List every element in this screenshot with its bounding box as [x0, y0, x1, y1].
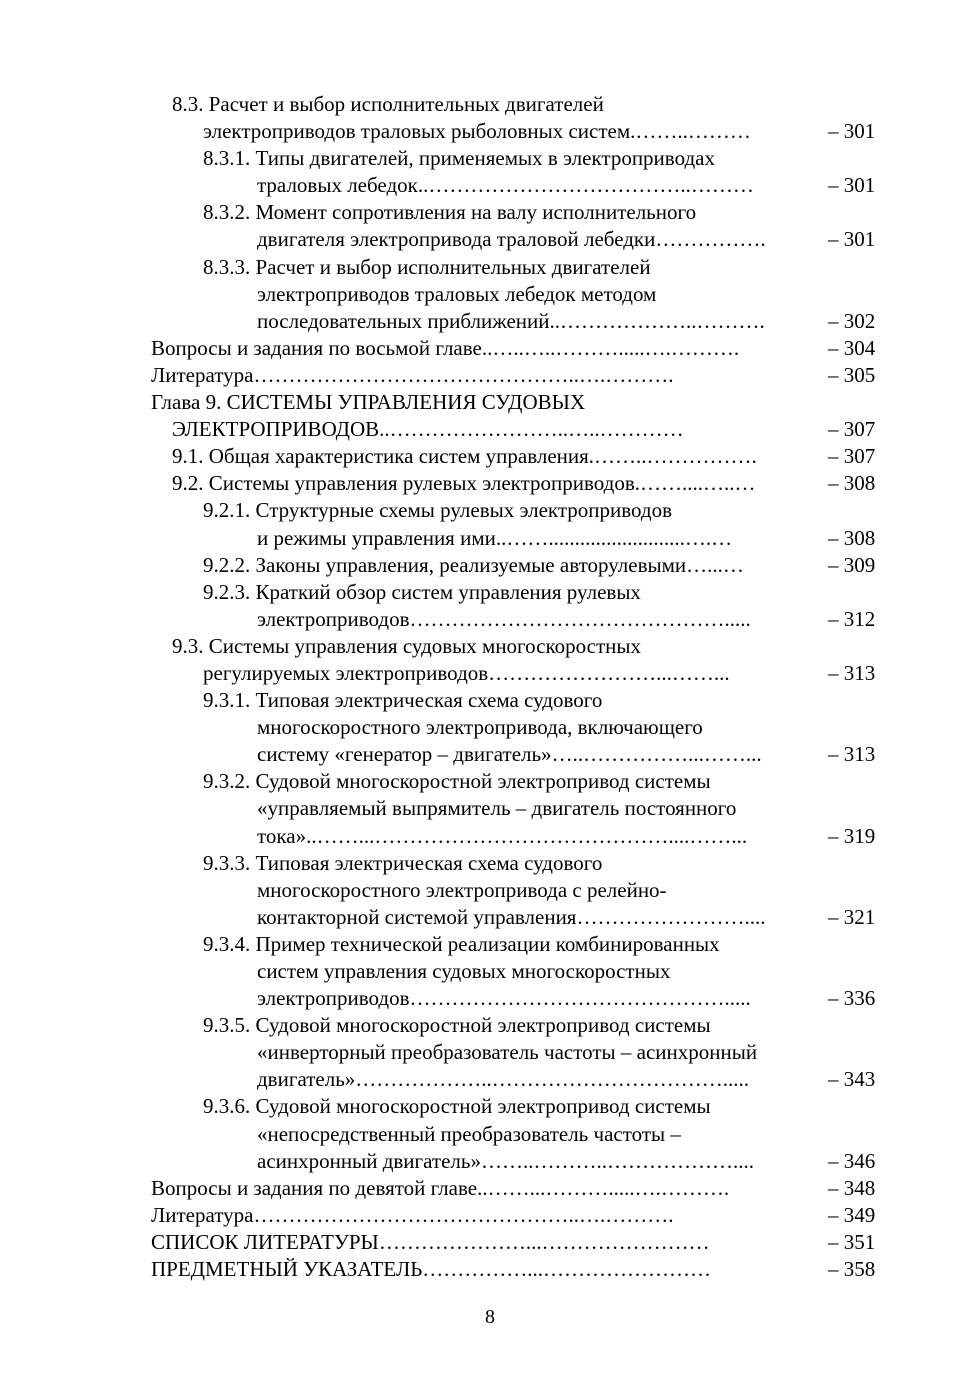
toc-entry-page: – 319	[828, 823, 876, 848]
toc-entry-page: – 349	[828, 1202, 876, 1227]
toc-entry-page: – 313	[828, 742, 876, 767]
toc-entry-title: и режимы управления ими..……..........................….…	[257, 525, 733, 550]
toc-entry	[0, 1202, 980, 1229]
toc-entry	[0, 145, 980, 172]
toc-entry	[0, 985, 980, 1012]
page-number: 8	[485, 1306, 495, 1328]
toc-entry	[0, 1093, 980, 1120]
toc-entry-title: ЭЛЕКТРОПРИВОДОВ..……………………..…..…………	[172, 417, 684, 442]
toc-entry	[0, 335, 980, 362]
toc-entry-title: двигателя электропривода траловой лебедки…………….	[257, 227, 766, 252]
toc-entry-title: асинхронный двигатель»……..………..………………....	[257, 1148, 754, 1173]
toc-entry	[0, 416, 980, 443]
toc-entry	[0, 443, 980, 470]
toc-entry-title: 9.2.3. Краткий обзор систем управления рулевых	[203, 579, 641, 604]
toc-entry	[0, 1066, 980, 1093]
toc-entry-page: – 302	[828, 308, 876, 333]
toc-entry-title: 9.2.2. Законы управления, реализуемые авторулевыми…...…	[203, 552, 744, 577]
toc-entry	[0, 308, 980, 335]
toc-entry-title: Вопросы и задания по девятой главе..……...……….....….……….	[151, 1175, 730, 1200]
toc-entry	[0, 497, 980, 524]
toc-entry	[0, 877, 980, 904]
toc-entry-page: – 313	[828, 660, 876, 685]
toc-entry	[0, 91, 980, 118]
toc-entry-title: «непосредственный преобразователь частоты –	[257, 1121, 681, 1146]
toc-entry	[0, 281, 980, 308]
toc-entry-title: Глава 9. СИСТЕМЫ УПРАВЛЕНИЯ СУДОВЫХ	[151, 390, 586, 415]
toc-entry-title: 8.3. Расчет и выбор исполнительных двигателей	[172, 92, 604, 116]
toc-entry	[0, 389, 980, 416]
toc-entry-title: 9.3.1. Типовая электрическая схема судового	[203, 688, 603, 713]
toc-entry	[0, 1175, 980, 1202]
toc-entry	[0, 714, 980, 741]
table-of-contents	[0, 91, 980, 1283]
toc-entry-title: 9.3.5. Судовой многоскоростной электропривод системы	[203, 1013, 711, 1038]
toc-entry	[0, 226, 980, 253]
toc-entry-page: – 301	[828, 119, 876, 144]
toc-entry-page: – 305	[828, 362, 876, 387]
toc-entry-title: систем управления судовых многоскоростных	[257, 959, 671, 983]
toc-entry-title: последовательных приближений..………………..……….	[257, 308, 765, 333]
toc-entry	[0, 823, 980, 850]
toc-entry-page: – 336	[828, 986, 876, 1011]
toc-entry-page: – 301	[828, 227, 876, 252]
toc-entry	[0, 1039, 980, 1066]
toc-entry	[0, 1256, 980, 1283]
toc-entry-title: 9.2.1. Структурные схемы рулевых электроприводов	[203, 498, 673, 523]
toc-entry	[0, 741, 980, 768]
toc-entry-title: «управляемый выпрямитель – двигатель постоянного	[257, 796, 737, 821]
toc-entry-title: Вопросы и задания по восьмой главе..…..…..……….....….……….	[151, 335, 740, 360]
toc-entry	[0, 633, 980, 660]
toc-entry-page: – 304	[828, 335, 876, 360]
toc-entry	[0, 768, 980, 795]
toc-entry	[0, 362, 980, 389]
toc-entry-title: Литература………………………………………..….……….	[151, 1202, 674, 1227]
toc-entry-title: многоскоростного электропривода с релейно-	[257, 877, 667, 902]
toc-entry-title: 9.3.2. Судовой многоскоростной электропривод системы	[203, 769, 711, 794]
toc-entry-title: ПРЕДМЕТНЫЙ УКАЗАТЕЛЬ……………...……………………	[151, 1257, 712, 1282]
toc-entry-page: – 348	[828, 1175, 876, 1200]
toc-entry-title: тока»..……...……………………………………....……...	[257, 823, 748, 848]
toc-entry-title: двигатель»………………..…………………………….....	[257, 1067, 750, 1092]
toc-entry	[0, 552, 980, 579]
toc-entry	[0, 687, 980, 714]
toc-entry-title: многоскоростного электропривода, включающего	[257, 715, 703, 740]
toc-entry-page: – 312	[828, 606, 876, 631]
toc-entry-page: – 308	[828, 471, 876, 496]
toc-entry-title: контакторной системой управления……………………....	[257, 904, 766, 929]
toc-entry-title: 9.3.6. Судовой многоскоростной электропривод системы	[203, 1094, 711, 1119]
toc-entry	[0, 1229, 980, 1256]
toc-entry-page: – 307	[828, 417, 876, 442]
toc-entry	[0, 931, 980, 958]
toc-entry-title: Литература………………………………………..….……….	[151, 362, 674, 387]
toc-entry-page: – 309	[828, 552, 876, 577]
toc-entry-page: – 346	[828, 1148, 876, 1173]
toc-entry	[0, 579, 980, 606]
toc-entry-page: – 321	[828, 904, 876, 929]
toc-entry-title: 9.3.4. Пример технической реализации комбинированных	[203, 931, 720, 956]
toc-entry	[0, 470, 980, 497]
toc-entry-title: электроприводов траловых рыболовных систем.……..………	[203, 119, 751, 144]
toc-entry-title: СПИСОК ЛИТЕРАТУРЫ…………………...……………………	[151, 1229, 710, 1254]
toc-entry-title: систему «генератор – двигатель»…..……………...……...	[257, 742, 762, 767]
toc-entry-title: 8.3.3. Расчет и выбор исполнительных двигателей	[203, 254, 651, 279]
toc-entry-page: – 358	[828, 1257, 876, 1282]
toc-entry-page: – 301	[828, 173, 876, 198]
toc-entry-page: – 343	[828, 1067, 876, 1092]
toc-entry	[0, 606, 980, 633]
toc-entry	[0, 199, 980, 226]
toc-entry	[0, 1148, 980, 1175]
toc-entry-title: регулируемых электроприводов……………………...……...	[203, 660, 730, 685]
toc-entry-title: 8.3.2. Момент сопротивления на валу исполнительного	[203, 200, 697, 225]
toc-entry	[0, 172, 980, 199]
toc-entry	[0, 1121, 980, 1148]
toc-entry	[0, 525, 980, 552]
toc-entry	[0, 660, 980, 687]
toc-entry	[0, 254, 980, 281]
toc-entry	[0, 904, 980, 931]
toc-entry-title: 9.3. Системы управления судовых многоскоростных	[172, 633, 641, 658]
toc-entry-title: траловых лебедок..………………………………..………	[257, 173, 754, 198]
toc-entry-title: 8.3.1. Типы двигателей, применяемых в электроприводах	[203, 146, 715, 171]
toc-entry-page: – 351	[828, 1229, 876, 1254]
toc-entry-title: «инверторный преобразователь частоты – асинхронный	[257, 1040, 758, 1065]
toc-entry-title: 9.3.3. Типовая электрическая схема судового	[203, 850, 603, 875]
toc-entry	[0, 118, 980, 145]
toc-entry	[0, 1012, 980, 1039]
toc-entry-page: – 307	[828, 444, 876, 469]
toc-entry-title: 9.2. Системы управления рулевых электроприводов.……....…..…	[172, 471, 756, 496]
toc-entry-title: электроприводов……………………………………….....	[257, 606, 751, 631]
toc-entry	[0, 958, 980, 985]
toc-entry-title: электроприводов……………………………………….....	[257, 986, 751, 1011]
toc-entry-title: 9.1. Общая характеристика систем управления.……..…………….	[172, 444, 757, 469]
toc-entry-title: электроприводов траловых лебедок методом	[257, 281, 657, 306]
toc-entry	[0, 795, 980, 822]
toc-entry	[0, 850, 980, 877]
toc-entry-page: – 308	[828, 525, 876, 550]
